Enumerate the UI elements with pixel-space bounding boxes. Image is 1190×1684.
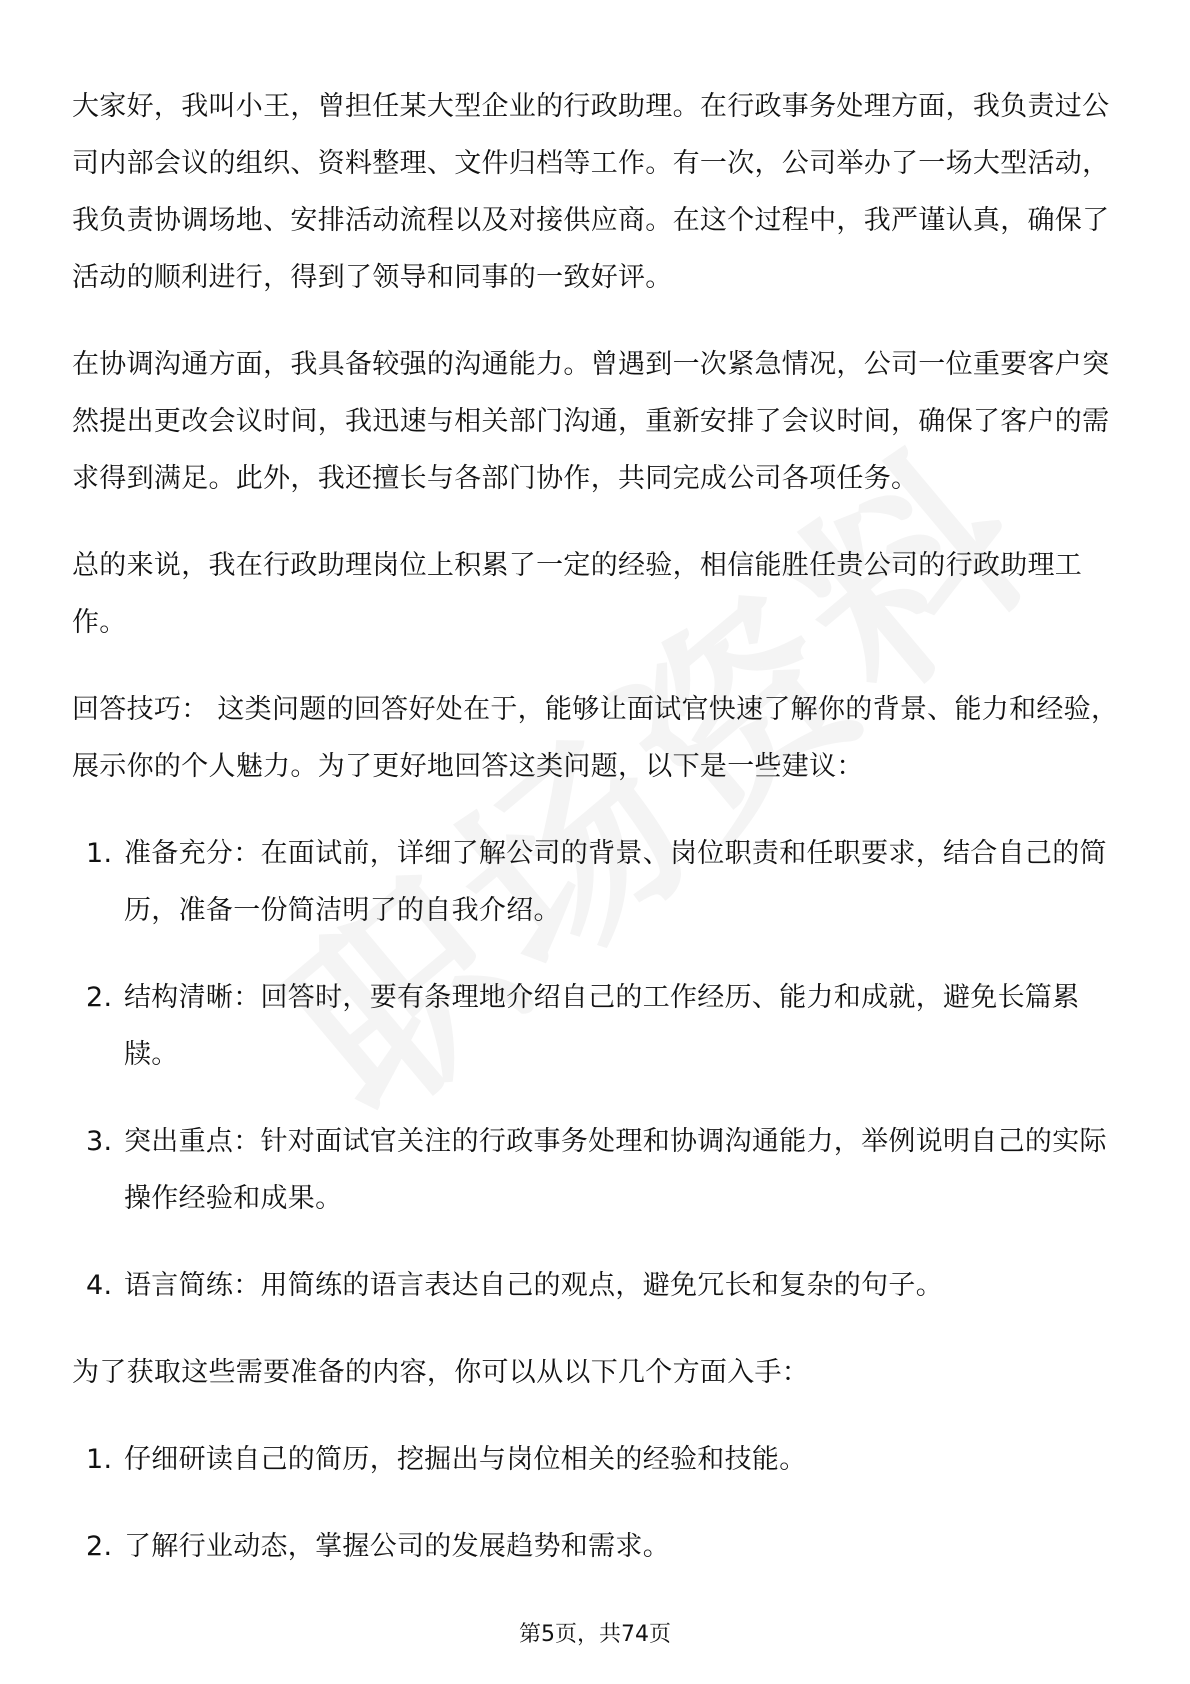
- list-item-text: 仔细研读自己的简历，挖掘出与岗位相关的经验和技能。: [124, 1444, 807, 1475]
- list-item: [72, 1257, 1122, 1314]
- tips-list: [72, 825, 1122, 1314]
- list-item-number: 2.: [86, 982, 113, 1013]
- paragraph-preparation: 为了获取这些需要准备的内容，你可以从以下几个方面入手：: [72, 1357, 810, 1388]
- list-item: [72, 969, 1122, 1083]
- preparation-list: [72, 1431, 1122, 1575]
- list-item-number: 1.: [86, 838, 113, 869]
- paragraph-answer-tips: 回答技巧： 这类问题的回答好处在于，能够让面试官快速了解你的背景、能力和经验，展示你的个人魅力。为了更好地回答这类问题，以下是一些建议：: [72, 694, 1119, 782]
- page-number: 第5页，共74页: [519, 1622, 671, 1647]
- list-item-text: 准备充分：在面试前，详细了解公司的背景、岗位职责和任职要求，结合自己的简历，准备一份简洁明了的自我介绍。: [124, 838, 1107, 926]
- list-item: [72, 825, 1122, 939]
- paragraph-summary: 总的来说，我在行政助理岗位上积累了一定的经验，相信能胜任贵公司的行政助理工作。: [72, 550, 1083, 638]
- list-item-number: 2.: [86, 1531, 113, 1562]
- list-item-text: 突出重点：针对面试官关注的行政事务处理和协调沟通能力，举例说明自己的实际操作经验和成果。: [124, 1126, 1107, 1214]
- document-body: [72, 78, 1122, 1605]
- list-item: [72, 1113, 1122, 1227]
- paragraph-intro: 大家好，我叫小王，曾担任某大型企业的行政助理。在行政事务处理方面，我负责过公司内部会议的组织、资料整理、文件归档等工作。有一次，公司举办了一场大型活动，我负责协调场地、安排活动流程以及对接供应商。在这个过程中，我严谨认真，确保了活动的顺利进行，得到了领导和同事的一致好评。: [72, 91, 1110, 293]
- list-item-number: 1.: [86, 1444, 113, 1475]
- list-item-text: 语言简练：用简练的语言表达自己的观点，避免冗长和复杂的句子。: [124, 1270, 943, 1301]
- list-item-number: 3.: [86, 1126, 113, 1157]
- list-item-number: 4.: [86, 1270, 113, 1301]
- list-item: [72, 1431, 1122, 1488]
- list-item-text: 结构清晰：回答时，要有条理地介绍自己的工作经历、能力和成就，避免长篇累牍。: [124, 982, 1080, 1070]
- list-item-text: 了解行业动态，掌握公司的发展趋势和需求。: [124, 1531, 670, 1562]
- list-item: [72, 1518, 1122, 1575]
- paragraph-communication: 在协调沟通方面，我具备较强的沟通能力。曾遇到一次紧急情况，公司一位重要客户突然提出更改会议时间，我迅速与相关部门沟通，重新安排了会议时间，确保了客户的需求得到满足。此外，我还擅长与各部门协作，共同完成公司各项任务。: [72, 349, 1110, 494]
